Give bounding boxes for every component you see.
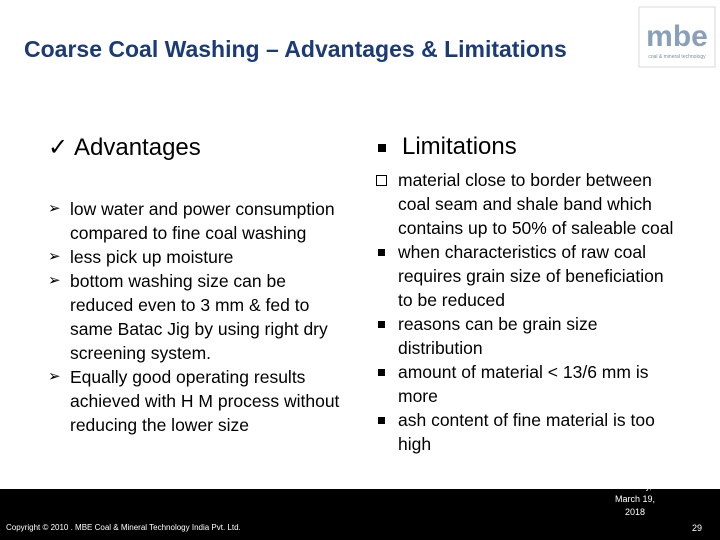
logo-text: mbe bbox=[646, 20, 708, 53]
list-item: when characteristics of raw coal requires grain size of beneficiation to be reduced bbox=[376, 240, 676, 312]
limitations-heading-label: Limitations bbox=[402, 133, 517, 160]
limitations-heading bbox=[376, 133, 517, 161]
list-item: ash content of fine material is too high bbox=[376, 408, 676, 456]
list-item: ➢ bottom washing size can be reduced even to 3 mm & fed to same Batac Jig by using right dry screening system. bbox=[48, 271, 328, 363]
page-number: 29 bbox=[692, 523, 703, 533]
checkbox-bullet-icon bbox=[376, 168, 394, 194]
advantages-heading-label: Advantages bbox=[74, 134, 201, 161]
list-item: amount of material < 13/6 mm is more bbox=[376, 360, 676, 408]
list-item: ➢ less pick up moisture bbox=[48, 247, 234, 267]
list-item: ➢ Equally good operating results achieved with H M process without reducing the lower size bbox=[48, 367, 340, 435]
slide-title: Coarse Coal Washing – Advantages & Limitations bbox=[24, 36, 567, 62]
limitations-list bbox=[376, 168, 676, 456]
slide-date: Monday, March 19, 2018 bbox=[614, 481, 656, 517]
list-item: reasons can be grain size distribution bbox=[376, 312, 676, 360]
square-bullet-icon bbox=[376, 312, 394, 336]
advantages-list bbox=[48, 197, 348, 437]
square-bullet-icon bbox=[376, 360, 394, 384]
arrow-bullet-icon: ➢ bbox=[48, 272, 61, 289]
checkmark-icon: ✓ bbox=[48, 134, 69, 161]
advantages-heading bbox=[48, 133, 201, 162]
square-bullet-icon bbox=[376, 133, 402, 161]
copyright-text: Copyright © 2010 . MBE Coal & Mineral Technology India Pvt. Ltd. bbox=[6, 523, 241, 532]
arrow-bullet-icon: ➢ bbox=[48, 368, 61, 385]
square-bullet-icon bbox=[376, 240, 394, 264]
mbe-logo bbox=[638, 6, 716, 68]
list-item: material close to border between coal seam and shale band which contains up to 50% of saleable coal bbox=[376, 168, 676, 240]
arrow-bullet-icon: ➢ bbox=[48, 248, 61, 265]
logo-caption: coal & mineral technology bbox=[648, 54, 706, 60]
square-bullet-icon bbox=[376, 408, 394, 432]
arrow-bullet-icon: ➢ bbox=[48, 200, 61, 217]
list-item: ➢ low water and power consumption compared to fine coal washing bbox=[48, 199, 335, 243]
